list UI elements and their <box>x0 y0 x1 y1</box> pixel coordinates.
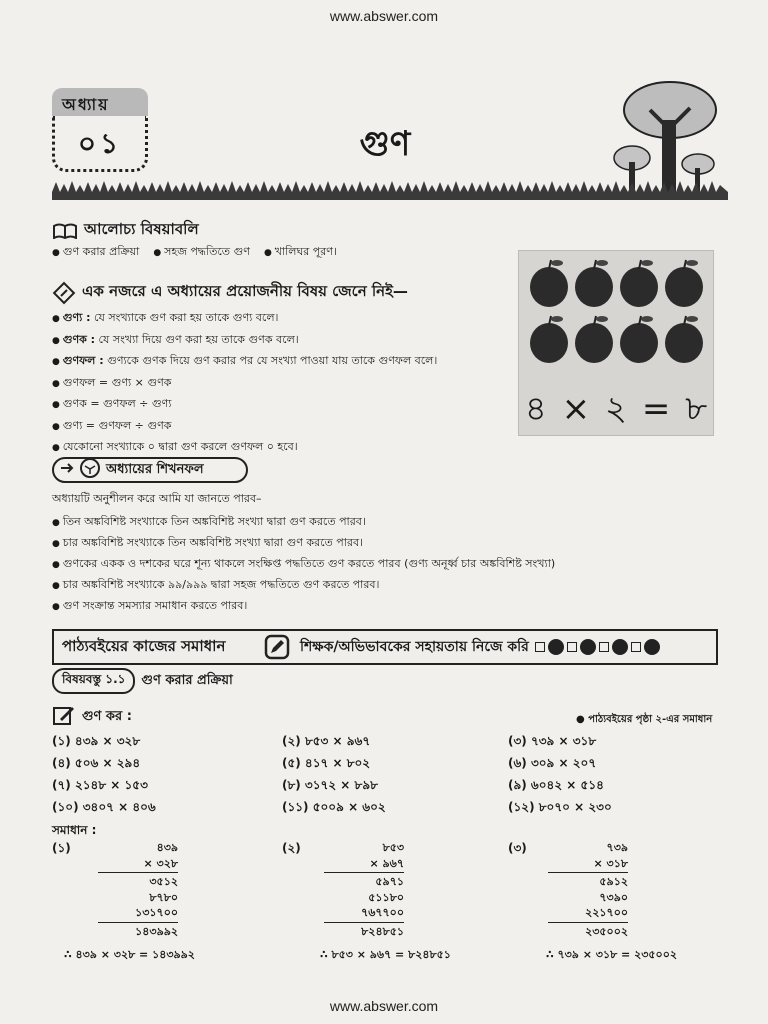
problem-item: (৫) ৪১৭ × ৮০২ <box>282 756 371 770</box>
apple-icon <box>575 260 613 307</box>
problem-grid <box>52 733 742 817</box>
apple-icon <box>665 316 703 363</box>
checkbox-icon[interactable] <box>535 642 545 652</box>
problem-item: (১০) ৩৪০৭ × ৪০৬ <box>52 800 156 814</box>
problem-item: (৭) ২১৪৮ × ১৫৩ <box>52 778 148 792</box>
group-icon <box>580 639 596 655</box>
exercise-heading-text: গুণ কর : <box>82 708 132 724</box>
chapter-label: অধ্যায় <box>52 88 148 116</box>
outcome-item: ● গুণ সংক্রান্ত সমস্যার সমাধান করতে পারব। <box>52 596 732 617</box>
watermark-bottom: www.abswer.com <box>329 998 439 1014</box>
fact-item: ● গুণক = গুণফল ÷ গুণ্য <box>52 394 512 416</box>
apple-equation: ৪ × ২ = ৮ <box>524 389 710 429</box>
chapter-number: ০১ <box>52 116 148 172</box>
apple-icon <box>530 316 568 363</box>
subtopic-tag: বিষয়বস্তু ১.১ <box>52 668 135 694</box>
partial-product: ৫১১৮০ <box>368 890 404 904</box>
rule-line <box>324 922 404 923</box>
topics-heading-text: আলোচ্য বিষয়াবলি <box>84 220 199 238</box>
product-result: ১৪৩৯৯২ <box>135 924 178 938</box>
outcome-item: ● চার অঙ্কবিশিষ্ট সংখ্যাকে তিন অঙ্কবিশিষ্ট সংখ্যা দ্বারা গুণ করতে পারব। <box>52 533 732 554</box>
rule-line <box>98 922 178 923</box>
apple-icon <box>620 316 658 363</box>
watermark-top: www.abswer.com <box>329 8 439 24</box>
subtopic-header <box>52 668 233 694</box>
product-result: ৮২৪৮৫১ <box>361 924 404 938</box>
fact-item: ● গুণফল = গুণ্য × গুণক <box>52 373 512 395</box>
rule-line <box>98 872 178 873</box>
partial-product: ৩৫১২ <box>149 875 178 888</box>
grass-divider <box>52 180 728 202</box>
fact-item: ● যেকোনো সংখ্যাকে ০ দ্বারা গুণ করলে গুণফল ০ হবে। <box>52 437 512 459</box>
book-globe-icon <box>80 458 100 482</box>
chapter-title: গুণ <box>359 124 411 164</box>
partial-product: ৮৭৮০ <box>149 890 178 904</box>
topics-list <box>52 243 337 262</box>
multiplier: × ৯৬৭ <box>369 856 404 870</box>
apple-icon <box>665 260 703 307</box>
long-multiplication <box>548 840 628 939</box>
apple-icon <box>575 316 613 363</box>
globe-icon <box>644 639 660 655</box>
problem-item: (৯) ৬০৪২ × ৫১৪ <box>508 778 604 792</box>
topic-item: ● সহজ পদ্ধতিতে গুণ <box>153 243 250 262</box>
solution-conclusion: ∴ ৪৩৯ × ৩২৮ = ১৪৩৯৯২ <box>64 948 195 961</box>
checkbox-icon[interactable] <box>631 642 641 652</box>
apple-icon <box>530 260 568 307</box>
teacher-icon <box>612 639 628 655</box>
fact-item: ● গুণক : যে সংখ্যা দিয়ে গুণ করা হয় তাকে গুণক বলে। <box>52 330 512 352</box>
fact-item: ● গুণ্য = গুণফল ÷ গুণক <box>52 416 512 438</box>
notebook-pencil-icon <box>52 704 76 730</box>
chapter-badge <box>52 88 148 174</box>
solution-conclusion: ∴ ৮৫৩ × ৯৬৭ = ৮২৪৮৫১ <box>320 948 451 961</box>
outcomes-heading-text: অধ্যায়ের শিখনফল <box>106 461 204 477</box>
banner-checkboxes <box>535 639 660 655</box>
fact-item: ● গুণফল : গুণ্যকে গুণক দিয়ে গুণ করার পর যে সংখ্যা পাওয়া যায় তাকে গুণফল বলে। <box>52 351 512 373</box>
rule-line <box>548 872 628 873</box>
product-result: ২৩৫০০২ <box>585 924 628 938</box>
problem-item: (১২) ৮০৭০ × ২৩০ <box>508 800 612 814</box>
outcomes-heading <box>52 457 248 483</box>
partial-product: ৭৬৭৭০০ <box>361 906 404 919</box>
solution-number: (৩) <box>508 841 527 855</box>
solution-number: (২) <box>282 841 301 855</box>
topics-heading <box>52 218 199 243</box>
solutions-banner <box>52 629 718 665</box>
diamond-pencil-icon <box>52 281 76 305</box>
partial-product: ৫৯৭১ <box>375 875 404 888</box>
checkbox-icon[interactable] <box>567 642 577 652</box>
topic-item: ● খালিঘর পূরণ। <box>264 243 337 262</box>
outcome-item: ● তিন অঙ্কবিশিষ্ট সংখ্যাকে তিন অঙ্কবিশিষ্ট সংখ্যা দ্বারা গুণ করতে পারব। <box>52 512 732 533</box>
banner-left-text: পাঠ্যবইয়ের কাজের সমাধান <box>62 636 226 655</box>
problem-item: (৮) ৩১৭২ × ৮৯৮ <box>282 778 378 792</box>
person-icon <box>548 639 564 655</box>
outcomes-intro: অধ্যায়টি অনুশীলন করে আমি যা জানতে পারব– <box>52 492 262 505</box>
long-multiplication <box>324 840 404 939</box>
open-book-icon <box>52 223 78 239</box>
glance-heading-text: এক নজরে এ অধ্যায়ের প্রয়োজনীয় বিষয় জেনে নিই— <box>82 282 408 300</box>
partial-product: ৭৩৯০ <box>599 890 628 904</box>
multiplicand: ৭৩৯ <box>606 841 628 854</box>
solution-2 <box>282 840 502 980</box>
arrow-icon <box>60 462 74 478</box>
solution-conclusion: ∴ ৭৩৯ × ৩১৮ = ২৩৫০০২ <box>546 948 678 961</box>
partial-product: ৫৯১২ <box>599 875 628 888</box>
partial-product: ১৩১৭০০ <box>135 906 178 919</box>
subtopic-title: গুণ করার প্রক্রিয়া <box>141 672 233 688</box>
multiplier: × ৩১৮ <box>593 856 628 870</box>
problem-item: (২) ৮৫৩ × ৯৬৭ <box>282 734 371 748</box>
exercise-heading <box>52 704 132 730</box>
rule-line <box>548 922 628 923</box>
problem-item: (৬) ৩০৯ × ২০৭ <box>508 756 597 770</box>
apple-multiplication-figure <box>518 250 714 436</box>
problem-item: (৩) ৭৩৯ × ৩১৮ <box>508 734 597 748</box>
long-multiplication <box>98 840 178 939</box>
problem-item: (১) ৪৩৯ × ৩২৮ <box>52 734 141 748</box>
apple-icon <box>620 260 658 307</box>
banner-right-text: শিক্ষক/অভিভাবকের সহায়তায় নিজে করি <box>300 639 529 655</box>
outcome-item: ● গুণকের একক ও দশকের ঘরে শূন্য থাকলে সংক্ষিপ্ত পদ্ধতিতে গুণ করতে পারব (গুণ্য অনূর্ধ্ব চার অঙ্কবিশিষ্ট সংখ্যা) <box>52 554 732 575</box>
page-reference: ● পাঠ্যবইয়ের পৃষ্ঠা ২-এর সমাধান <box>576 712 712 729</box>
multiplicand: ৮৫৩ <box>382 841 404 854</box>
solution-number: (১) <box>52 841 71 855</box>
pen-icon <box>260 632 294 662</box>
apple-grid <box>519 251 715 381</box>
rule-line <box>324 872 404 873</box>
partial-product: ২২১৭০০ <box>585 906 628 919</box>
problem-item: (৪) ৫০৬ × ২৯৪ <box>52 756 141 770</box>
outcome-item: ● চার অঙ্কবিশিষ্ট সংখ্যাকে ৯৯/৯৯৯ দ্বারা সহজ পদ্ধতিতে গুণ করতে পারব। <box>52 575 732 596</box>
solution-1 <box>52 840 272 980</box>
multiplier: × ৩২৮ <box>143 856 178 870</box>
fact-list <box>52 308 512 459</box>
fact-item: ● গুণ্য : যে সংখ্যাকে গুণ করা হয় তাকে গুণ্য বলে। <box>52 308 512 330</box>
solution-3 <box>508 840 728 980</box>
outcomes-list <box>52 512 732 617</box>
problem-item: (১১) ৫০০৯ × ৬০২ <box>282 800 386 814</box>
topic-item: ● গুণ করার প্রক্রিয়া <box>52 243 139 262</box>
glance-heading <box>52 280 408 305</box>
solution-label: সমাধান : <box>52 823 97 837</box>
multiplicand: ৪৩৯ <box>156 841 178 854</box>
checkbox-icon[interactable] <box>599 642 609 652</box>
